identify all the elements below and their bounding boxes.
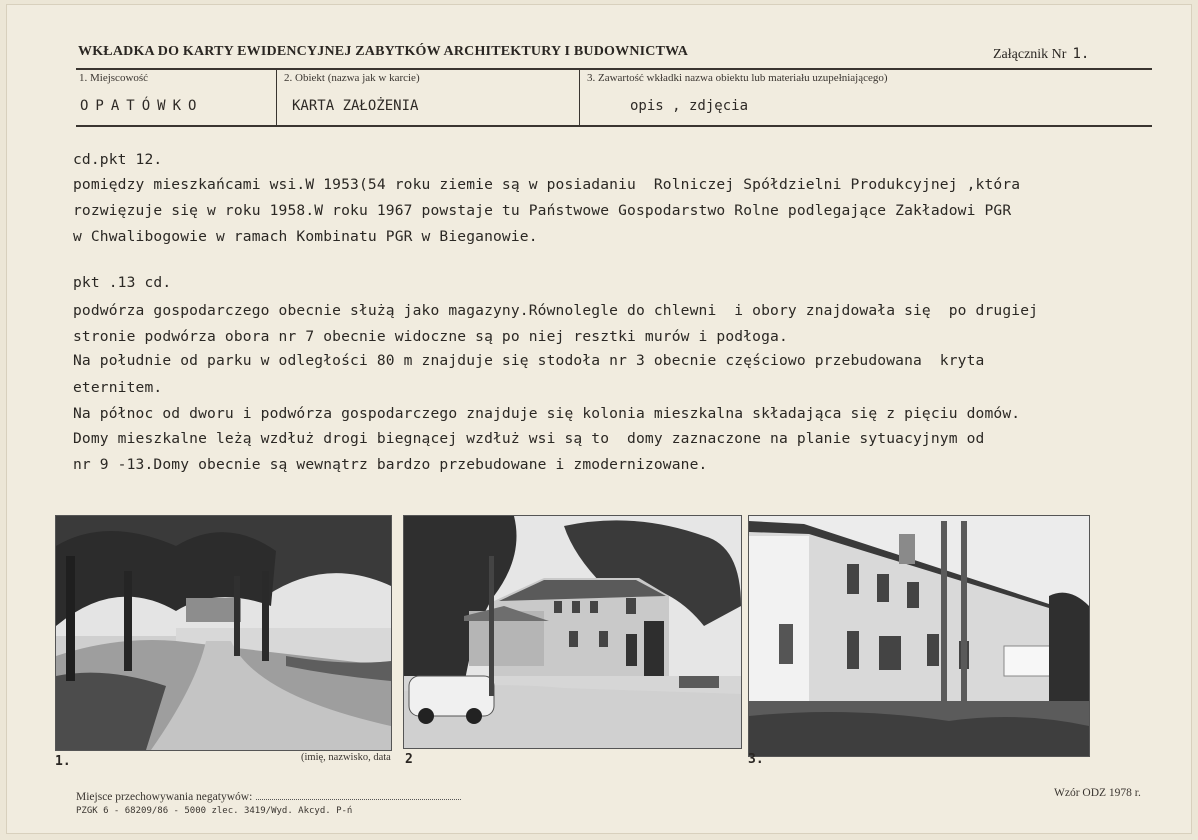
body-line: Na północ od dworu i podwórza gospodarczego znajduje się kolonia mieszkalna składająca się z pięciu domów. [73,405,1021,422]
field-value-place: OPATÓWKO [80,98,204,114]
field-value-contents: opis , zdjęcia [630,98,749,114]
negatives-storage-label: Miejsce przechowywania negatywów: [76,791,253,803]
field-divider [276,70,277,125]
header-rule-top [76,68,1152,70]
negatives-storage-field [76,789,461,803]
photo-number: 2 [405,752,413,767]
photo-manor-house [403,515,742,749]
photographer-caption: (imię, nazwisko, data [301,752,391,763]
photo-number: 3. [748,752,764,767]
field-label-object: 2. Obiekt (nazwa jak w karcie) [284,72,420,84]
annex-number: 1. [1072,46,1090,62]
field-divider [579,70,580,125]
annex-label-text: Załącznik Nr [993,47,1067,62]
body-line: stronie podwórza obora nr 7 obecnie widoczne są po niej resztki murów i podłoga. [73,328,788,345]
body-line: cd.pkt 12. [73,151,163,168]
field-label-place: 1. Miejscowość [79,72,149,84]
body-line: pomiędzy mieszkańcami wsi.W 1953(54 roku ziemie są w posiadaniu Rolniczej Spółdzielni Produkcyjnej ,która [73,176,1021,193]
photo-road [55,515,392,751]
body-line: pkt .13 cd. [73,274,172,291]
field-value-object: KARTA ZAŁOŻENIA [292,98,419,114]
field-label-contents: 3. Zawartość wkładki nazwa obiektu lub materiału uzupełniającego) [587,72,888,84]
photo-number: 1. [55,754,71,769]
body-line: nr 9 -13.Domy obecnie są wewnątrz bardzo przebudowane i zmodernizowane. [73,456,708,473]
body-line: Na południe od parku w odległości 80 m znajduje się stodoła nr 3 obecnie częściowo przebudowana kryta [73,352,985,369]
body-line: podwórza gospodarczego obecnie służą jako magazyny.Równolegle do chlewni i obory znajdowała się po drugiej [73,302,1039,319]
document-title: WKŁADKA DO KARTY EWIDENCYJNEJ ZABYTKÓW ARCHITEKTURY I BUDOWNICTWA [78,44,689,59]
form-template-label: Wzór ODZ 1978 r. [1054,787,1141,799]
body-line: w Chwalibogowie w ramach Kombinatu PGR w Bieganowie. [73,228,538,245]
annex-label [993,46,1089,63]
header-rule-bottom [76,125,1152,127]
body-line: rozwięzuje się w roku 1958.W roku 1967 powstaje tu Państwowe Gospodarstwo Rolne podlegające Zakładowi PGR [73,202,1012,219]
negatives-storage-line [256,789,461,800]
photo-residential-block [748,515,1090,757]
body-line: eternitem. [73,379,163,396]
body-line: Domy mieszkalne leżą wzdłuż drogi biegnącej wzdłuż wsi są to domy zaznaczone na planie sytuacyjnym od [73,430,985,447]
printer-imprint: PZGK 6 - 68209/86 - 5000 zlec. 3419/Wyd. Akcyd. P-ń [76,806,353,816]
